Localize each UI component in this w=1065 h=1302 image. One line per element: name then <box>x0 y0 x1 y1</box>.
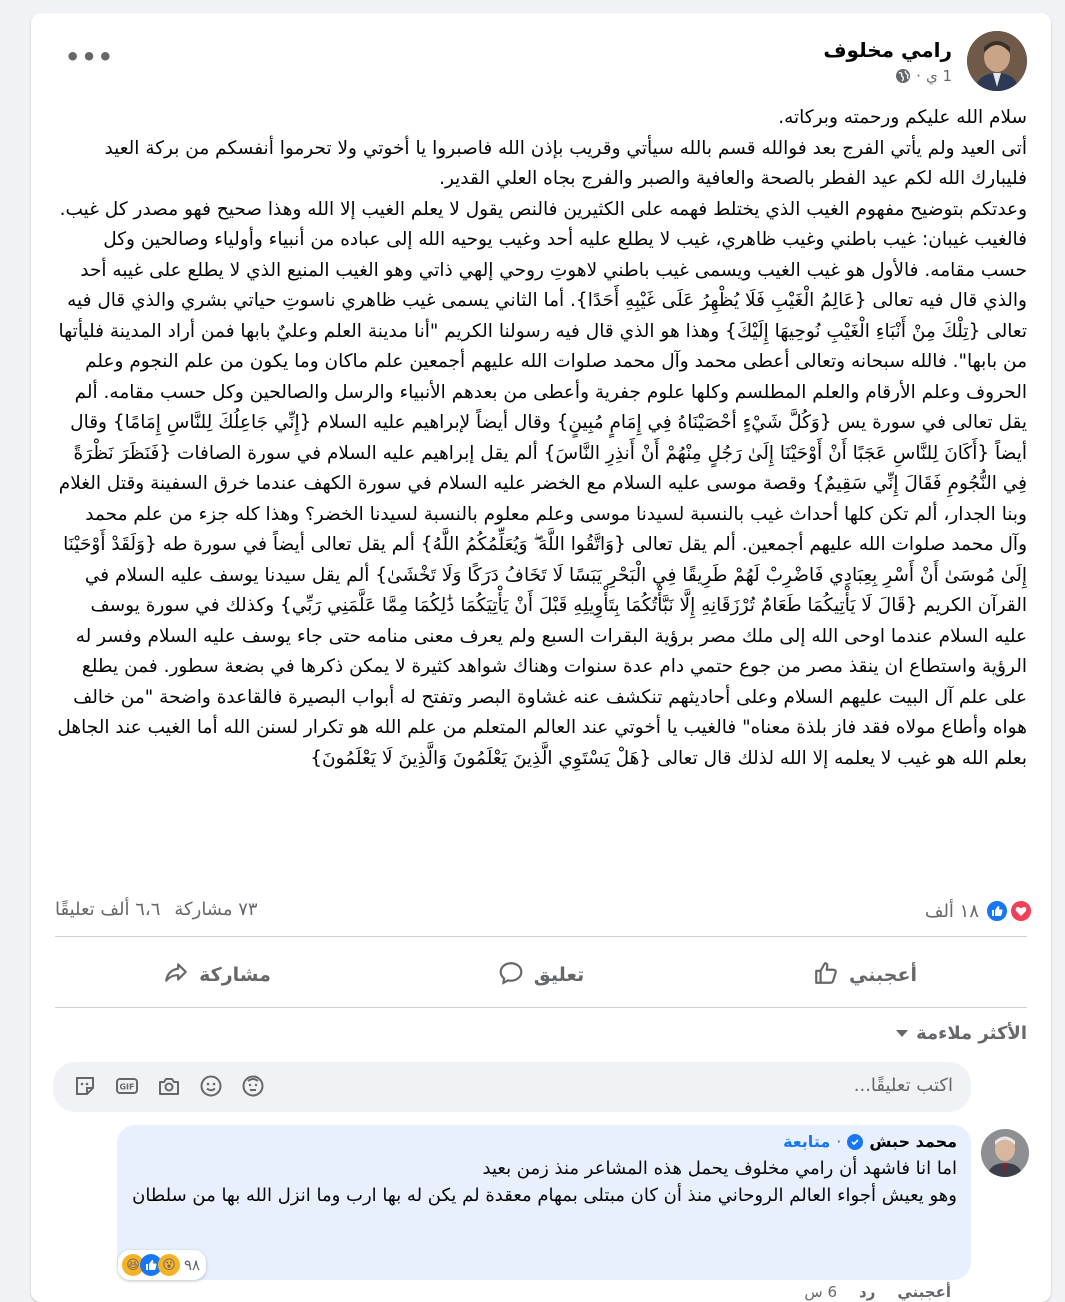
shares-count[interactable]: ٧٣ مشاركة <box>174 899 258 920</box>
share-button-label: مشاركة <box>199 964 271 986</box>
comment-tools <box>73 1074 265 1098</box>
post-body <box>55 103 1027 774</box>
reactions-count[interactable]: ١٨ ألف <box>924 900 979 922</box>
post-paragraph: وعدتكم بتوضيح مفهوم الغيب الذي يختلط فهمه على الكثيرين فالنص يقول لا يعلم الغيب إلا الله وهذا صحيح فهو مصدر كل غيب. فالغيب غيبان: غيب باطني وغيب ظاهري، غيب لا يطلع عليه أحد وغيب يوحيه الله إلى عباده من أنبياء وأولياء وصالحين وكل حسب مقامه. فالأول هو غيب الغيب ويسمى غيب باطني لاهوتِ روحي إلهي ذاتي وهو الغيب المنيع الذي لا يطلع على غيبه أحد والذي قال فيه تعالى {عَالِمُ الْغَيْبِ فَلَا يُظْهِرُ عَلَى غَيْبِهِ أَحَدًا}. أما الثاني يسمى غيب ظاهري ناسوتِ حياتي بشري والذي قال فيه تعالى {تِلْكَ مِنْ أَنْبَاءِ الْغَيْبِ نُوحِيهَا إِلَيْكَ} وهذا هو الذي قال فيه رسولنا الكريم "أنا مدينة العلم وعليٌ بابها فمن أراد المدينة فليأتها من بابها". فالله سبحانه وتعالى أعطى محمد وآل محمد صلوات الله عليهم أجمعين علم ماكان وما يكون من علم النجوم وعلم الحروف وعلم الأرقام والعلم المطلسم وكلها علوم جفرية وأعطى من بعدهم الأنبياء والرسل والصالحين وكل حسب مقامه. ألم يقل تعالى في سورة يس {وَكُلَّ شَيْءٍ أحْصَيْنَاهُ فِي إِمَامٍ مُبِينٍ} وقال أيضاً لإبراهيم عليه السلام {إِنِّي جَاعِلُكَ لِلنَّاسِ إِمَامًا} وقال أيضاً {أَكَانَ لِلنَّاسِ عَجَبًا أَنْ أَوْحَيْنَا إِلَىٰ رَجُلٍ مِنْهُمْ أَنْ أَنذِرِ النَّاسَ} ألم يقل إبراهيم عليه السلام في سورة الصافات {فَنَظَرَ نَظْرَةً فِي النُّجُومِ فَقَالَ إِنِّي سَقِيمٌ} وقصة موسى عليه السلام مع الخضر عليه السلام في سورة الكهف عندما خرق السفينة وقتل الغلام وبنا الجدار، ألم تكن كلها أحداث غيب بالنسبة لسيدنا موسى وعلم معلوم بالنسبة لسيدنا الخضر؟ وهذا كله جزء من علم محمد وآل محمد صلوات الله عليهم أجمعين. ألم يقل تعالى {وَاتَّقُوا اللَّهَ ۖ وَيُعَلِّمُكُمُ اللَّهُ} ألم يقل تعالى أيضاً في سورة طه {وَلَقَدْ أَوْحَيْنَا إِلَىٰ مُوسَىٰ أَنْ أَسْرِ بِعِبَادِي فَاضْرِبْ لَهُمْ طَرِيقًا فِي الْبَحْرِ يَبَسًا لَا تَخَافُ دَرَكًا وَلَا تَخْشَىٰ} ألم يقل سيدنا يوسف عليه السلام في القرآن الكريم {قَالَ لَا يَأْتِيكُمَا طَعَامٌ تُرْزَقَانِهِ إِلَّا نَبَّأْتُكُمَا بِتَأْوِيلِهِ قَبْلَ أَنْ يَأْتِيَكُمَا ذَٰلِكُمَا مِمَّا عَلَّمَنِي رَبِّي} وكذلك في سورة يوسف عليه السلام عندما اوحى الله إلى ملك مصر برؤية البقرات السبع ولم يعرف معنى منامه حتى جاء يوسف عليه السلام وفسر له الرؤية واستطاع ان ينقذ مصر من جوع حتمي دام عدة سنوات وهناك شواهد كثيرة لا يمكن ذكرها في بضعة سطور. فمن يطلع على علم آل البيت عليهم السلام وعلى أحاديثهم تنكشف عنه غشاوة البصر وتفتح له أبواب البصيرة فالقاعدة واضحة "من خالف هواه وأطاع مولاه فقد فاز بلذة معناه" فالغيب يا أخوتي عند العالم المتعلم من علم الله هو تكرار لسنن الله أما الغيب عند الجاهل بعلم الله هو غيب لا يعلمه إلا الله لذلك قال تعالى {هَلْ يَسْتَوِي الَّذِينَ يَعْلَمُونَ وَالَّذِينَ لَا يَعْلَمُونَ} <box>57 198 1027 769</box>
commenter-name[interactable]: محمد حبش <box>869 1132 957 1151</box>
comment-header <box>783 1132 957 1151</box>
globe-icon <box>895 68 911 84</box>
engagement-counts <box>55 899 258 920</box>
comment-text <box>131 1155 957 1209</box>
post-paragraph: أتى العيد ولم يأتي الفرج بعد فوالله قسم بالله سيأتي وقريب بإذن الله فاصبروا يا أخوتي ولا تحرموا أنفسكم من بركة العيد فليبارك الله لكم عيد الفطر بالصحة والعافية والصبر والفرج بجاه العلي القدير. <box>104 137 1027 189</box>
sort-label: الأكثر ملاءمة <box>916 1023 1027 1044</box>
more-options-icon[interactable]: ••• <box>65 43 115 71</box>
share-button[interactable] <box>55 945 379 1005</box>
post-header <box>55 31 1027 93</box>
post-paragraph: سلام الله عليكم ورحمته وبركاته. <box>778 107 1027 128</box>
comments-count[interactable]: ٦،٦ ألف تعليقًا <box>55 899 161 920</box>
camera-icon[interactable] <box>157 1074 181 1098</box>
post-card <box>31 13 1051 1302</box>
comment-input[interactable] <box>53 1062 971 1112</box>
comment-actions <box>804 1283 951 1301</box>
post-time[interactable]: 1 ي <box>925 67 952 85</box>
comment-like-button[interactable]: أعجبني <box>897 1283 951 1301</box>
thumbs-up-icon <box>813 960 839 991</box>
haha-reaction-icon: 😆 <box>122 1254 144 1276</box>
post-stats <box>55 897 1027 927</box>
comment-icon <box>498 960 524 991</box>
verified-badge-icon <box>847 1134 863 1150</box>
post-meta <box>895 67 952 85</box>
meta-separator: · <box>916 67 921 85</box>
divider <box>55 936 1027 937</box>
share-icon <box>163 960 189 991</box>
wow-reaction-icon: 😮 <box>158 1254 180 1276</box>
comment-time[interactable]: 6 س <box>804 1283 838 1301</box>
divider <box>55 1007 1027 1008</box>
follow-button[interactable]: متابعة <box>783 1132 831 1151</box>
commenter-avatar[interactable] <box>981 1129 1029 1177</box>
comment-sort-dropdown[interactable] <box>896 1023 1027 1044</box>
like-reaction-icon <box>985 899 1009 923</box>
chevron-down-icon <box>896 1030 908 1037</box>
sticker-icon[interactable] <box>73 1074 97 1098</box>
reactions-summary[interactable] <box>925 899 1027 923</box>
avatar-sticker-icon[interactable] <box>241 1074 265 1098</box>
comment-placeholder: اكتب تعليقًا... <box>853 1075 953 1096</box>
comment-line: اما انا فاشهد أن رامي مخلوف يحمل هذه المشاعر منذ زمن بعيد <box>482 1158 957 1179</box>
comment-reply-button[interactable]: رد <box>859 1283 876 1301</box>
comment-reaction-count: ٩٨ <box>184 1256 201 1274</box>
comment-reactions[interactable] <box>118 1250 206 1280</box>
comment-line: وهو يعيش أجواء العالم الروحاني منذ أن كان مبتلى بمهام معقدة لم يكن له بها ارب وما انزل الله بها من سلطان <box>132 1185 957 1206</box>
svg-text:GIF: GIF <box>119 1082 135 1092</box>
post-actions <box>55 945 1027 1005</box>
like-button[interactable] <box>703 945 1027 1005</box>
header-separator: · <box>836 1132 842 1151</box>
author-avatar[interactable] <box>967 31 1027 91</box>
like-button-label: أعجبني <box>849 964 917 986</box>
emoji-icon[interactable] <box>199 1074 223 1098</box>
author-name[interactable]: رامي مخلوف <box>823 38 952 62</box>
comment-button-label: تعليق <box>533 964 585 986</box>
comment-button[interactable] <box>379 945 703 1005</box>
comment-bubble <box>117 1125 971 1280</box>
love-reaction-icon <box>1009 899 1033 923</box>
gif-icon[interactable] <box>115 1074 139 1098</box>
